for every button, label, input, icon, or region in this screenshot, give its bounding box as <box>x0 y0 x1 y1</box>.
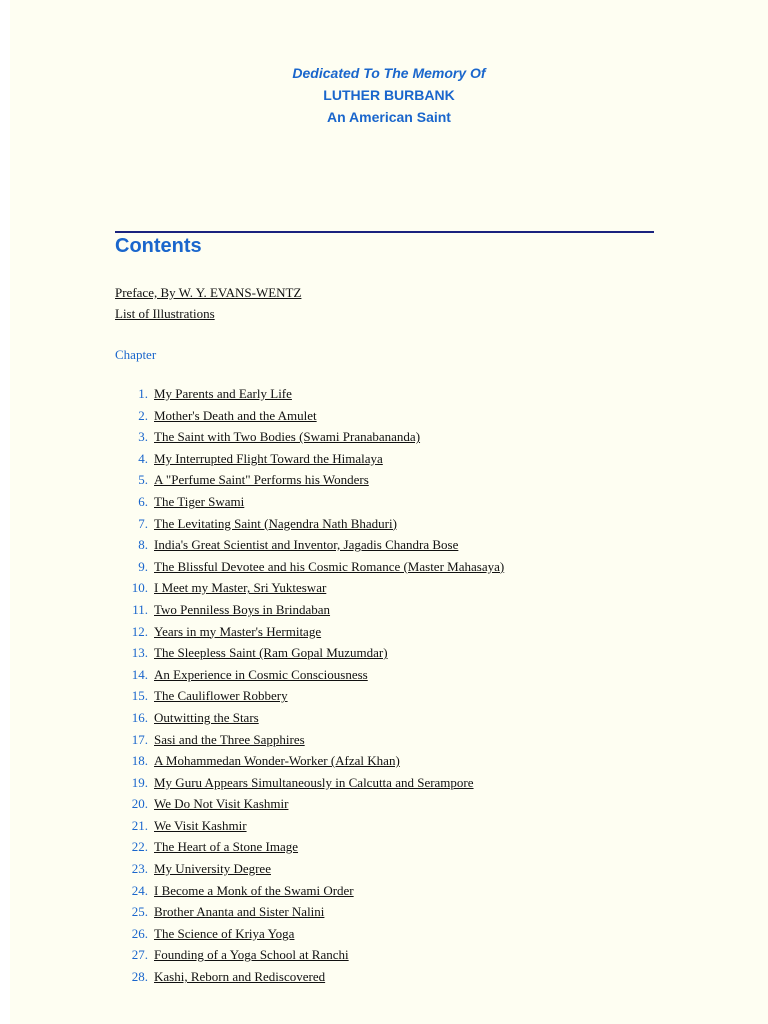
chapter-link[interactable]: My University Degree <box>154 861 271 877</box>
chapter-link[interactable]: The Tiger Swami <box>154 493 245 509</box>
chapter-link[interactable]: The Sleepless Saint (Ram Gopal Muzumdar) <box>154 645 388 661</box>
chapter-number: 28. <box>131 969 148 985</box>
chapter-link[interactable]: A "Perfume Saint" Performs his Wonders <box>154 472 369 488</box>
chapter-link[interactable]: Brother Ananta and Sister Nalini <box>154 904 325 920</box>
chapter-number: 17. <box>131 731 148 747</box>
chapter-number: 22. <box>131 839 148 855</box>
chapter-number: 1. <box>138 386 148 401</box>
chapter-link[interactable]: I Become a Monk of the Swami Order <box>154 882 354 898</box>
chapter-number: 19. <box>131 774 148 790</box>
chapter-number: 8. <box>138 537 148 553</box>
chapter-link[interactable]: The Levitating Saint (Nagendra Nath Bhaduri) <box>154 515 397 531</box>
chapter-number: 24. <box>131 882 148 898</box>
chapter-number: 4. <box>138 450 148 466</box>
illustrations-link[interactable]: List of Illustrations <box>115 306 215 321</box>
dedication-subtitle: An American Saint <box>327 109 451 125</box>
chapter-link[interactable]: The Science of Kriya Yoga <box>154 925 295 941</box>
chapter-number: 2. <box>138 407 148 423</box>
chapter-number: 3. <box>138 429 148 445</box>
chapter-number: 5. <box>138 472 148 488</box>
chapter-link[interactable]: My Guru Appears Simultaneously in Calcutta and Serampore <box>154 774 474 790</box>
chapter-link[interactable]: Kashi, Reborn and Rediscovered <box>154 969 326 985</box>
chapter-link[interactable]: Years in my Master's Hermitage <box>154 623 322 639</box>
chapter-number: 10. <box>131 580 148 596</box>
chapter-link[interactable]: An Experience in Cosmic Consciousness <box>154 666 368 682</box>
section-divider <box>115 231 654 233</box>
chapter-link[interactable]: India's Great Scientist and Inventor, Jagadis Chandra Bose <box>154 537 459 553</box>
chapter-number: 15. <box>131 688 148 704</box>
dedication-name: LUTHER BURBANK <box>323 87 455 103</box>
chapter-number: 27. <box>131 947 148 963</box>
chapter-number: 21. <box>131 817 148 833</box>
chapter-link[interactable]: We Visit Kashmir <box>154 817 247 833</box>
chapter-number: 25. <box>131 904 148 920</box>
chapter-number: 26. <box>131 925 148 941</box>
chapter-link[interactable]: The Heart of a Stone Image <box>154 839 299 855</box>
chapter-link[interactable]: The Saint with Two Bodies (Swami Pranabananda) <box>154 429 421 445</box>
chapter-number: 6. <box>138 493 148 509</box>
chapter-link[interactable]: Sasi and the Three Sapphires <box>154 731 305 747</box>
chapter-link[interactable]: My Interrupted Flight Toward the Himalaya <box>154 450 383 466</box>
preface-link[interactable]: Preface, By W. Y. EVANS-WENTZ <box>115 285 302 300</box>
chapter-number: 12. <box>131 623 148 639</box>
chapter-number: 16. <box>131 709 148 725</box>
chapter-number: 14. <box>131 666 148 682</box>
chapter-number: 23. <box>131 861 148 877</box>
chapter-number: 13. <box>131 645 148 661</box>
chapter-link[interactable]: The Cauliflower Robbery <box>154 688 288 704</box>
chapter-link[interactable]: My Parents and Early Life <box>154 386 292 401</box>
dedication-line-1: Dedicated To The Memory Of <box>292 65 486 81</box>
contents-heading: Contents <box>115 235 202 257</box>
chapter-number: 11. <box>132 601 148 617</box>
chapter-link[interactable]: The Blissful Devotee and his Cosmic Romance (Master Mahasaya) <box>154 558 505 574</box>
chapter-link[interactable]: We Do Not Visit Kashmir <box>154 796 289 812</box>
chapter-label: Chapter <box>115 347 157 362</box>
book-page <box>10 0 768 1024</box>
chapter-number: 7. <box>138 515 148 531</box>
chapter-link[interactable]: Two Penniless Boys in Brindaban <box>154 601 331 617</box>
chapter-link[interactable]: Mother's Death and the Amulet <box>154 407 317 423</box>
chapter-number: 9. <box>138 558 148 574</box>
chapter-number: 18. <box>131 753 148 769</box>
chapter-link[interactable]: Outwitting the Stars <box>154 709 259 725</box>
chapter-link[interactable]: Founding of a Yoga School at Ranchi <box>154 947 349 963</box>
chapter-number: 20. <box>131 796 148 812</box>
chapter-link[interactable]: I Meet my Master, Sri Yukteswar <box>154 580 327 596</box>
chapter-link[interactable]: A Mohammedan Wonder-Worker (Afzal Khan) <box>154 753 400 769</box>
